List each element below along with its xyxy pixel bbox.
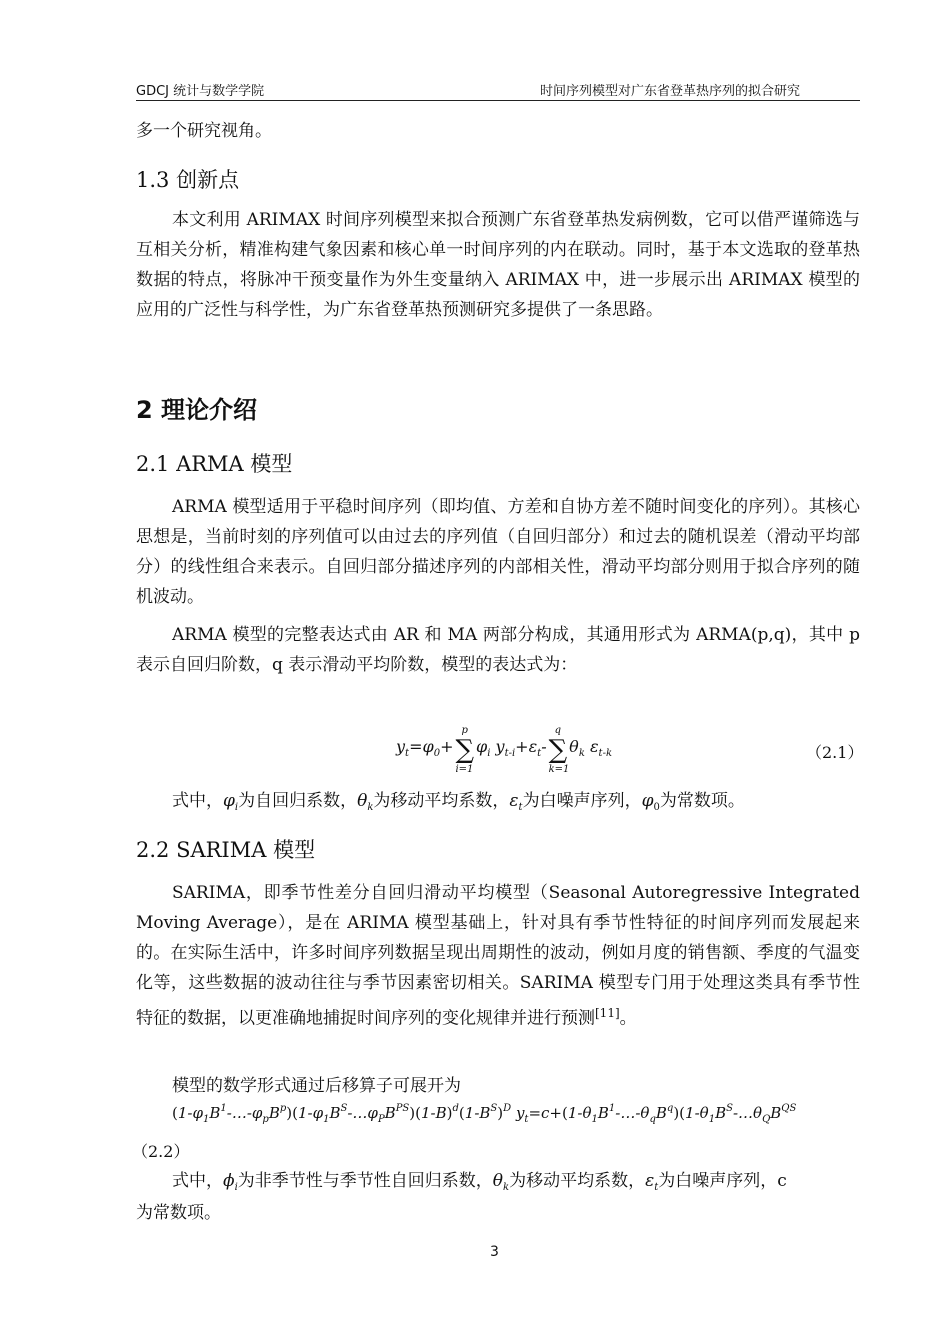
equation-2-2-number: （2.2） bbox=[132, 1142, 190, 1161]
paragraph-innovation: 本文利用 ARIMAX 时间序列模型来拟合预测广东省登革热发病例数，它可以借严谨筛选与互相关分析，精准构建气象因素和核心单一时间序列的内在联动。同时，基于本文选取的登革热数据的特点，将脉冲干预变量作为外生变量纳入 ARIMAX 中，进一步展示出 ARIMAX 模型的应用的广泛性与科学性，为广东省登革热预测研究多提供了一条思路。 bbox=[136, 210, 860, 320]
paragraph-eq2-notes: 式中，$\phi_i$为非季节性与季节性自回归系数，$\theta_k$为移动平均系数，$\varepsilon_t$为白噪声序列，c bbox=[172, 1171, 787, 1193]
running-header bbox=[136, 80, 860, 101]
section-heading-1-3: 1.3 创新点 bbox=[136, 168, 240, 192]
paragraph-eq2-notes-end: 为常数项。 bbox=[136, 1203, 221, 1223]
paragraph-arma-form: ARMA 模型的完整表达式由 AR 和 MA 两部分构成，其通用形式为 ARMA(p,q)，其中 p 表示自回归阶数，q 表示滑动平均阶数，模型的表达式为： bbox=[136, 625, 860, 675]
paragraph-backshift: 模型的数学形式通过后移算子可展开为 bbox=[172, 1076, 461, 1096]
section-heading-2-1: 2.1 ARMA 模型 bbox=[136, 452, 293, 476]
page-number: 3 bbox=[490, 1244, 499, 1260]
paragraph-arma-intro: ARMA 模型适用于平稳时间序列（即均值、方差和自协方差不随时间变化的序列）。其核心思想是，当前时刻的序列值可以由过去的序列值（自回归部分）和过去的随机误差（滑动平均部分）的线性组合来表示。自回归部分描述序列的内部相关性，滑动平均部分则用于拟合序列的随机波动。 bbox=[136, 497, 860, 607]
header-left: GDCJ 统计与数学学院 bbox=[136, 84, 265, 99]
equation-2-1: $y_t=\varphi_0+\sum$ p i=1 $\varphi_i$ $y_{t-i}+\varepsilon_t-\sum$ q k=1 $\theta_k$ $\varepsilon_{t-k}$ bbox=[396, 725, 613, 775]
paragraph-eq1-notes: 式中，$\varphi_i$为自回归系数，$\theta_k$为移动平均系数，$\varepsilon_t$为白噪声序列，$\varphi_0$为常数项。 bbox=[172, 791, 745, 813]
equation-2-2: $(1-\varphi_1B^1-\dots-\varphi_pB^p)(1-\varphi_1B^S-\dots\varphi_PB^{PS})(1-B)^d(1-B^S)^D$ $y_t=c+(1-\theta_1B^1-\dots-\theta_qB^q)(1-\theta_1B^S-\dots\theta_QB^{QS}$ bbox=[172, 1103, 797, 1125]
chapter-heading-2: 2 理论介绍 bbox=[136, 396, 258, 424]
section-heading-2-2: 2.2 SARIMA 模型 bbox=[136, 838, 316, 862]
equation-2-1-number: （2.1） bbox=[806, 743, 864, 762]
paragraph-sarima-intro: SARIMA，即季节性差分自回归滑动平均模型（Seasonal Autoregressive Integrated Moving Average），是在 ARIMA 模型基础上，针对具有季节性特征的时间序列而发展起来的。在实际生活中，许多时间序列数据呈现出周期性的波动，例如月度的销售额、季度的气温变化等，这些数据的波动往往与季节因素密切相关。SARIMA 模型专门用于处理这类具有季节性特征的数据，以更准确地捕捉时间序列的变化规律并进行预测[11]。 bbox=[136, 883, 860, 1029]
header-right: 时间序列模型对广东省登革热序列的拟合研究 bbox=[539, 84, 800, 99]
paragraph-continued: 多一个研究视角。 bbox=[136, 121, 272, 141]
